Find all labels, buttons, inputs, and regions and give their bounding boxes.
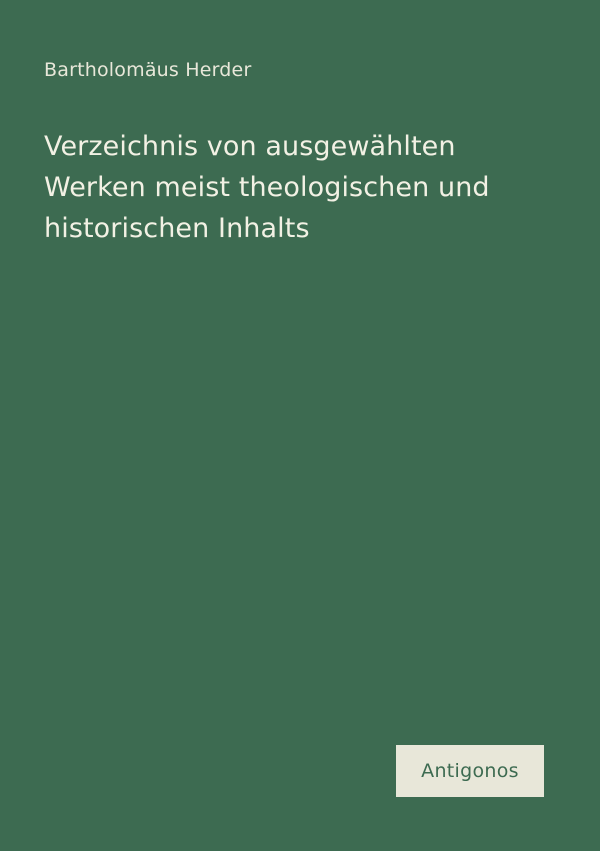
publisher-name: Antigonos: [421, 760, 519, 782]
publisher-badge: [396, 745, 544, 797]
book-title: Verzeichnis von ausgewählten Werken meist theologischen und historischen Inhalts: [44, 131, 490, 245]
author-name: Bartholomäus Herder: [44, 59, 252, 81]
